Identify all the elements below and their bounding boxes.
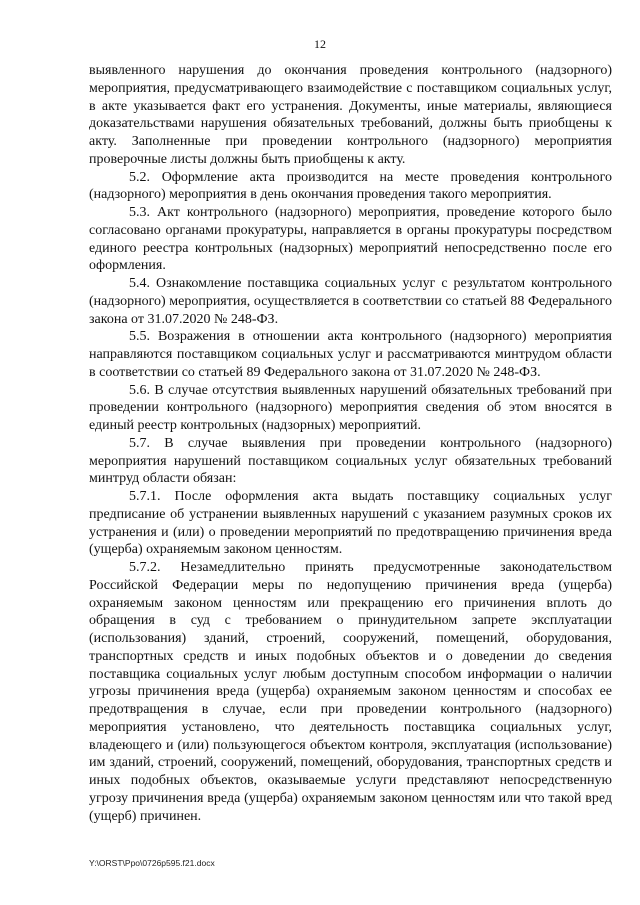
- paragraph-5-6: 5.6. В случае отсутствия выявленных нарушений обязательных требований при проведении контрольного (надзорного) мероприятия сведения об этом вносятся в единый реестр контрольных (надзорных) мероприятий.: [89, 382, 612, 433]
- paragraph-5-3: 5.3. Акт контрольного (надзорного) мероприятия, проведение которого было согласовано органами прокуратуры, направляется в органы прокуратуры посредством единого реестра контрольных (надзорных) мероприятий непосредственно после его оформления.: [89, 205, 612, 274]
- paragraph-5-7-2: 5.7.2. Незамедлительно принять предусмотренные законодательством Российской Федерации меры по недопущению причинения вреда (ущерба) охраняемым законом ценностям или прекращению его причинения вплоть до обращения в суд с требованием о принудительном запрете эксплуатации (использования) зданий, строений, сооружений, помещений, оборудования, транспортных средств и иных подобных объектов и о доведении до сведения поставщика социальных услуг любым доступным способом информации о наличии угрозы причинения вреда (ущерба) охраняемым законом ценностям и способах ее предотвращения в случае, если при проведении контрольного (надзорного) мероприятия установлено, что деятельность поставщика социальных услуг, владеющего и (или) пользующегося объектом контроля, эксплуатация (использование) им зданий, строений, сооружений, помещений, оборудования, транспортных средств и иных подобных объектов, оказываемые услуги представляют непосредственную угрозу причинения вреда (ущерба) охраняемым законом ценностям или что такой вред (ущерб) причинен.: [89, 560, 612, 824]
- paragraph-5-4: 5.4. Ознакомление поставщика социальных услуг с результатом контрольного (надзорного) мероприятия, осуществляется в соответствии со статьей 88 Федерального закона от 31.07.2020 № 248-ФЗ.: [89, 276, 612, 327]
- paragraph-continued: выявленного нарушения до окончания проведения контрольного (надзорного) мероприятия, предусматривающего взаимодействие с поставщиком социальных услуг, в акте указывается факт его устранения. Документы, иные материалы, являющиеся доказательствами нарушения обязательных требований, должны быть приобщены к акту. Заполненные при проведении контрольного (надзорного) мероприятия проверочные листы должны быть приобщены к акту.: [89, 63, 612, 167]
- paragraph-5-5: 5.5. Возражения в отношении акта контрольного (надзорного) мероприятия направляются поставщиком социальных услуг и рассматриваются минтрудом области в соответствии со статьей 89 Федерального закона от 31.07.2020 № 248-ФЗ.: [89, 329, 612, 380]
- paragraph-5-7: 5.7. В случае выявления при проведении контрольного (надзорного) мероприятия нарушений поставщиком социальных услуг обязательных требований минтруд области обязан:: [89, 435, 612, 487]
- paragraph-5-7-1: 5.7.1. После оформления акта выдать поставщику социальных услуг предписание об устранении выявленных нарушений с указанием разумных сроков их устранения и (или) о проведении мероприятий по предотвращению причинения вреда (ущерба) охраняемым законом ценностям.: [89, 489, 612, 558]
- document-body: [89, 62, 612, 825]
- page-number: 12: [314, 37, 326, 51]
- paragraph-5-2: 5.2. Оформление акта производится на месте проведения контрольного (надзорного) мероприятия в день окончания проведения такого мероприятия.: [89, 169, 612, 203]
- file-path-footer: Y:\ORST\Ppo\0726p595.f21.docx: [89, 858, 215, 868]
